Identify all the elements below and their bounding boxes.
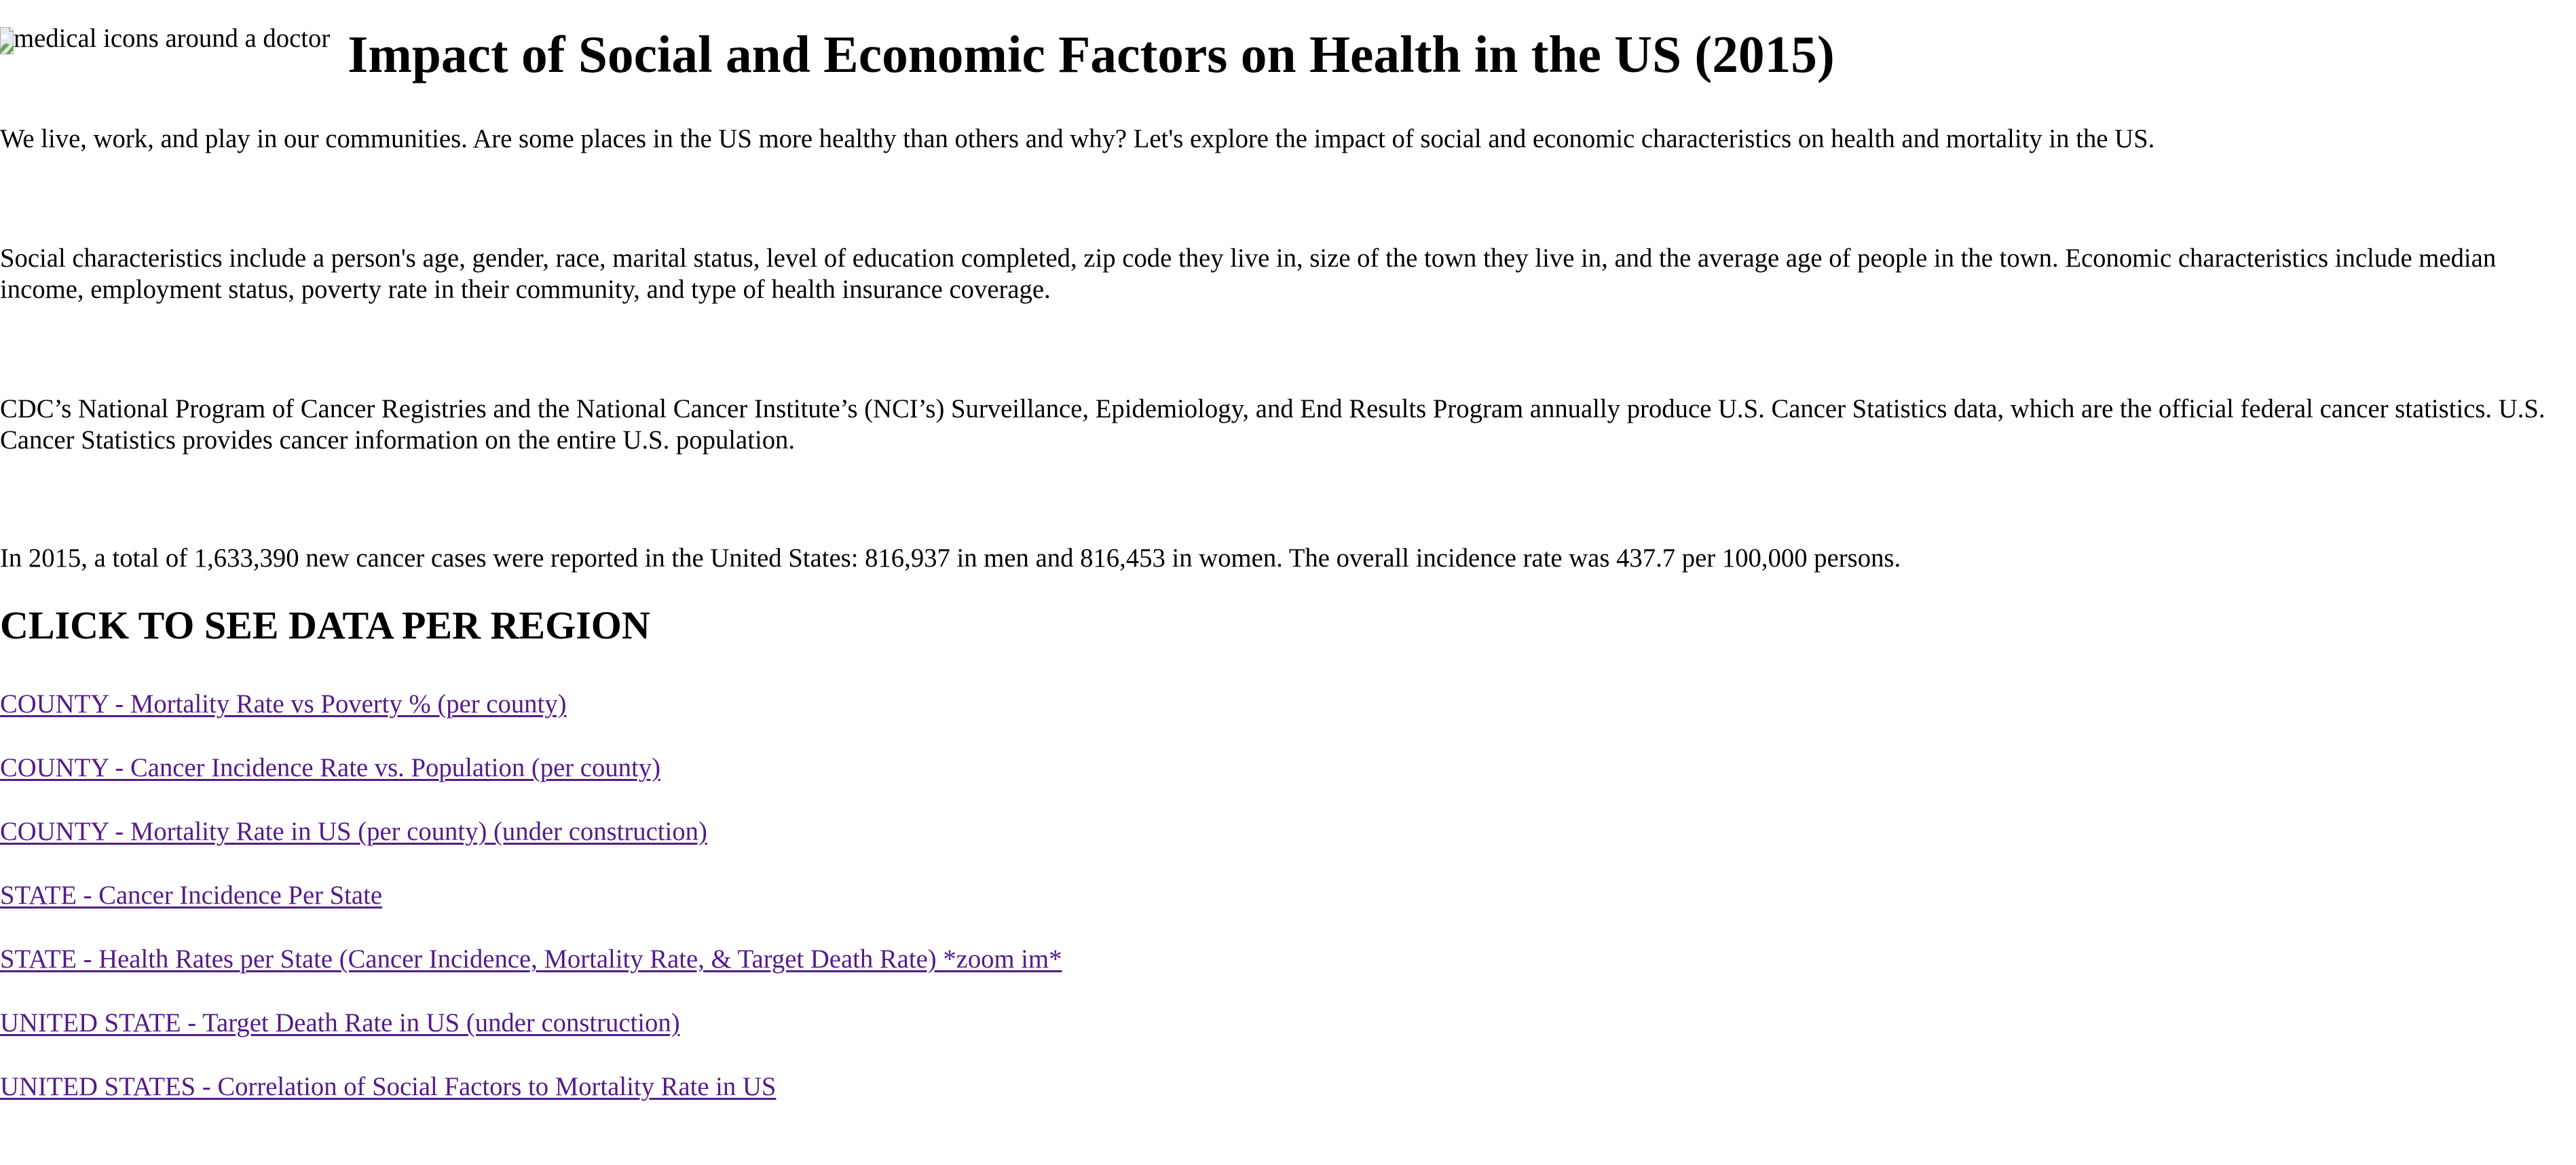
intro-paragraph: We live, work, and play in our communities. Are some places in the US more healthy than others and why? Let's explore the impact of social and economic characteristics on health and mortality in the US. [0,125,2155,153]
image-alt-text: medical icons around a doctor [14,24,331,53]
link-us-social-factors-correlation[interactable]: UNITED STATES - Correlation of Social Factors to Mortality Rate in US [0,1073,777,1101]
broken-image-icon [0,27,14,54]
data-source-paragraph: CDC’s National Program of Cancer Registries and the National Cancer Institute’s (NCI’s) Surveillance, Epidemiology, and End Results Program annually produce U.S. Cancer Statistics data, which are the official federal cancer statistics. U.S. Cancer Statistics provides cancer information on the entire U.S. population. [0,395,2545,455]
link-county-incidence-vs-population[interactable]: COUNTY - Cancer Incidence Rate vs. Population (per county) [0,754,660,782]
link-county-mortality-rate[interactable]: COUNTY - Mortality Rate in US (per county) (under construction) [0,818,707,846]
page-title: Impact of Social and Economic Factors on Health in the US (2015) [348,25,1835,83]
link-state-health-rates[interactable]: STATE - Health Rates per State (Cancer Incidence, Mortality Rate, & Target Death Rate) *zoom im* [0,945,1062,974]
page-header [0,0,2576,83]
link-us-target-death-rate[interactable]: UNITED STATE - Target Death Rate in US (under construction) [0,1009,680,1037]
statistics-paragraph: In 2015, a total of 1,633,390 new cancer cases were reported in the United States: 816,937 in men and 816,453 in women. The overall incidence rate was 437.7 per 100,000 persons. [0,544,1901,573]
link-county-mortality-vs-poverty[interactable]: COUNTY - Mortality Rate vs Poverty % (per county) [0,690,567,719]
section-heading: CLICK TO SEE DATA PER REGION [0,603,650,647]
region-links [0,689,1062,1135]
link-state-cancer-incidence[interactable]: STATE - Cancer Incidence Per State [0,881,383,910]
characteristics-paragraph: Social characteristics include a person's age, gender, race, marital status, level of education completed, zip code they live in, size of the town they live in, and the average age of people in the town. Economic characteristics include median income, employment status, poverty rate in their community, and type of health insurance coverage. [0,244,2497,305]
header-image [0,26,330,58]
